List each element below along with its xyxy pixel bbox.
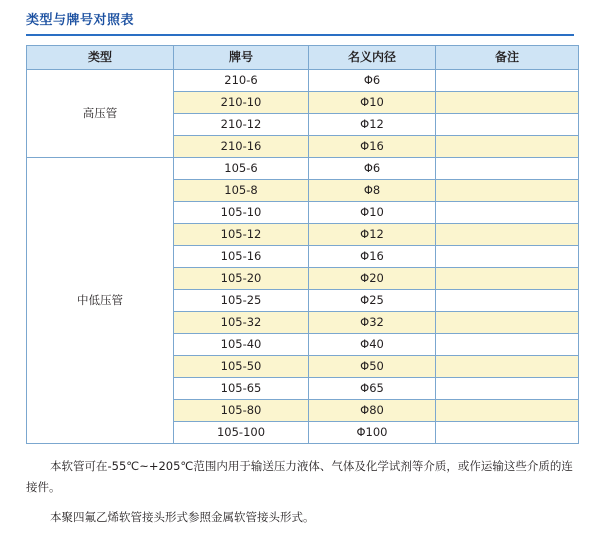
model-cell: 105-50	[174, 356, 309, 378]
category-cell-high-pressure: 高压管	[27, 70, 174, 158]
remark-cell	[436, 70, 579, 92]
remark-cell	[436, 356, 579, 378]
remark-cell	[436, 422, 579, 444]
diameter-cell: Φ12	[309, 224, 436, 246]
remark-cell	[436, 92, 579, 114]
type-model-table	[26, 45, 579, 444]
notes-section	[26, 456, 574, 528]
column-header-type: 类型	[27, 46, 174, 70]
diameter-cell: Φ6	[309, 158, 436, 180]
model-cell: 105-40	[174, 334, 309, 356]
table-header-row	[27, 46, 579, 70]
table-body	[27, 70, 579, 444]
remark-cell	[436, 312, 579, 334]
remark-cell	[436, 114, 579, 136]
model-cell: 105-10	[174, 202, 309, 224]
model-cell: 105-25	[174, 290, 309, 312]
title-divider	[26, 34, 574, 36]
diameter-cell: Φ10	[309, 202, 436, 224]
column-header-remark: 备注	[436, 46, 579, 70]
remark-cell	[436, 136, 579, 158]
table-head	[27, 46, 579, 70]
model-cell: 210-6	[174, 70, 309, 92]
model-cell: 105-32	[174, 312, 309, 334]
model-cell: 210-10	[174, 92, 309, 114]
model-cell: 105-6	[174, 158, 309, 180]
model-cell: 105-8	[174, 180, 309, 202]
remark-cell	[436, 378, 579, 400]
diameter-cell: Φ80	[309, 400, 436, 422]
note-temperature-range: 本软管可在-55℃~+205℃范围内用于输送压力液体、气体及化学试剂等介质，或作运输这些介质的连接件。	[26, 459, 573, 495]
table-row	[27, 158, 579, 180]
model-cell: 210-16	[174, 136, 309, 158]
column-header-model: 牌号	[174, 46, 309, 70]
column-header-diameter: 名义内径	[309, 46, 436, 70]
document-page	[0, 9, 600, 546]
model-cell: 105-100	[174, 422, 309, 444]
remark-cell	[436, 180, 579, 202]
diameter-cell: Φ25	[309, 290, 436, 312]
table-row	[27, 70, 579, 92]
diameter-cell: Φ8	[309, 180, 436, 202]
diameter-cell: Φ6	[309, 70, 436, 92]
model-cell: 105-20	[174, 268, 309, 290]
model-cell: 105-80	[174, 400, 309, 422]
diameter-cell: Φ12	[309, 114, 436, 136]
remark-cell	[436, 400, 579, 422]
category-cell-medium-low-pressure: 中低压管	[27, 158, 174, 444]
model-cell: 210-12	[174, 114, 309, 136]
diameter-cell: Φ65	[309, 378, 436, 400]
diameter-cell: Φ50	[309, 356, 436, 378]
page-title: 类型与牌号对照表	[26, 13, 135, 28]
remark-cell	[436, 334, 579, 356]
remark-cell	[436, 246, 579, 268]
model-cell: 105-16	[174, 246, 309, 268]
diameter-cell: Φ100	[309, 422, 436, 444]
remark-cell	[436, 158, 579, 180]
note-fitting-style: 本聚四氟乙烯软管接头形式参照金属软管接头形式。	[50, 509, 315, 524]
diameter-cell: Φ20	[309, 268, 436, 290]
remark-cell	[436, 224, 579, 246]
diameter-cell: Φ16	[309, 136, 436, 158]
remark-cell	[436, 290, 579, 312]
remark-cell	[436, 268, 579, 290]
diameter-cell: Φ40	[309, 334, 436, 356]
diameter-cell: Φ10	[309, 92, 436, 114]
diameter-cell: Φ16	[309, 246, 436, 268]
remark-cell	[436, 202, 579, 224]
model-cell: 105-12	[174, 224, 309, 246]
model-cell: 105-65	[174, 378, 309, 400]
diameter-cell: Φ32	[309, 312, 436, 334]
